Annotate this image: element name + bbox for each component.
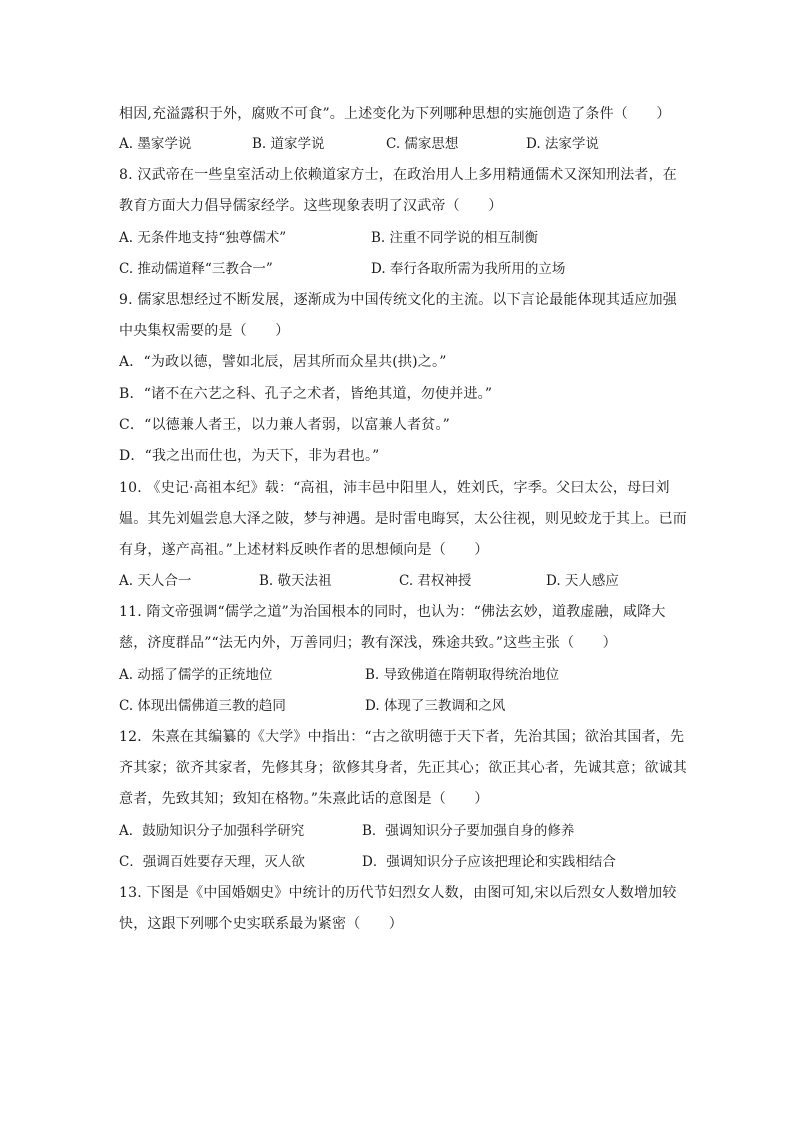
q12-option-b: B．强调知识分子要加强自身的修养 <box>362 823 575 839</box>
q7-option-a: A. 墨家学说 <box>119 136 192 152</box>
q10-stem-line1: 10. 《史记·高祖本纪》载：“高祖，沛丰邑中阳里人，姓刘氏，字季。父曰太公，母曰刘 <box>119 480 670 496</box>
q11-option-c: C. 体现出儒佛道三教的趋同 <box>119 698 286 714</box>
q8-option-b: B. 注重不同学说的相互制衡 <box>371 230 539 246</box>
q12-option-a: A．鼓励知识分子加强科学研究 <box>119 823 305 839</box>
q8-option-a: A. 无条件地支持“独尊儒术” <box>119 230 287 246</box>
q8-stem-line2: 教育方面大力倡导儒家经学。这些现象表明了汉武帝（ ） <box>119 198 503 214</box>
q11-option-b: B. 导致佛道在隋朝取得统治地位 <box>365 667 560 683</box>
q7-stem-end: 相因,充溢露积于外，腐败不可食”。上述变化为下列哪种思想的实施创造了条件（ ） <box>119 106 671 122</box>
q10-option-d: D. 天人感应 <box>546 573 619 589</box>
q12-stem-line1: 12．朱熹在其编纂的《大学》中指出：“古之欲明德于天下者，先治其国；欲治其国者，先 <box>119 729 685 745</box>
q12-option-d: D．强调知识分子应该把理论和实践相结合 <box>362 854 616 870</box>
q11-option-d: D. 体现了三教调和之风 <box>365 698 506 714</box>
q9-option-c: C．“以德兼人者王，以力兼人者弱，以富兼人者贫。” <box>119 417 451 433</box>
q10-option-b: B. 敬天法祖 <box>259 573 332 589</box>
q7-option-b: B. 道家学说 <box>252 136 325 152</box>
q13-stem-line2: 快，这跟下列哪个史实联系最为紧密（ ） <box>119 916 403 932</box>
q11-stem-line1: 11. 隋文帝强调“儒学之道”为治国根本的同时，也认为：“佛法玄妙，道教虚融，咸降大 <box>119 604 666 620</box>
q8-stem-line1: 8. 汉武帝在一些皇室活动上依赖道家方士，在政治用人上多用精通儒术又深知刑法者，在 <box>119 167 678 183</box>
q10-stem-line3: 有身，遂产高祖。”上述材料反映作者的思想倾向是（ ） <box>119 542 489 558</box>
q13-stem-line1: 13. 下图是《中国婚姻史》中统计的历代节妇烈女人数，由图可知,宋以后烈女人数增加较 <box>119 885 677 901</box>
q11-stem-line2: 慈，济度群品”“法无内外，万善同归；教有深浅，殊途共致。”这些主张（ ） <box>119 635 617 651</box>
q9-stem-line2: 中央集权需要的是（ ） <box>119 323 290 339</box>
q9-option-b: B．“诸不在六艺之科、孔子之术者，皆绝其道，勿使并进。” <box>119 386 493 402</box>
q7-option-c: C. 儒家思想 <box>386 136 459 152</box>
q11-option-a: A. 动摇了儒学的正统地位 <box>119 667 273 683</box>
q12-stem-line3: 意者，先致其知；致知在格物。”朱熹此话的意图是（ ） <box>119 791 489 807</box>
q8-option-c: C. 推动儒道释“三教合一” <box>119 261 273 277</box>
q9-option-d: D．“我之出而仕也，为天下，非为君也。” <box>119 448 380 464</box>
q9-option-a: A．“为政以德，譬如北辰，居其所而众星共(拱)之。” <box>119 354 447 370</box>
q10-option-a: A. 天人合一 <box>119 573 192 589</box>
q9-stem-line1: 9. 儒家思想经过不断发展，逐渐成为中国传统文化的主流。以下言论最能体现其适应加强 <box>119 292 678 308</box>
q8-option-d: D. 奉行各取所需为我所用的立场 <box>371 261 566 277</box>
q12-stem-line2: 齐其家；欲齐其家者，先修其身；欲修其身者，先正其心；欲正其心者，先诚其意；欲诚其 <box>119 760 687 776</box>
q12-option-c: C．强调百姓要存天理，灭人欲 <box>119 854 305 870</box>
q10-stem-line2: 媪。其先刘媪尝息大泽之陂，梦与神遇。是时雷电晦冥，太公往视，则见蛟龙于其上。已而 <box>119 511 687 527</box>
q7-option-d: D. 法家学说 <box>526 136 599 152</box>
q10-option-c: C. 君权神授 <box>399 573 472 589</box>
